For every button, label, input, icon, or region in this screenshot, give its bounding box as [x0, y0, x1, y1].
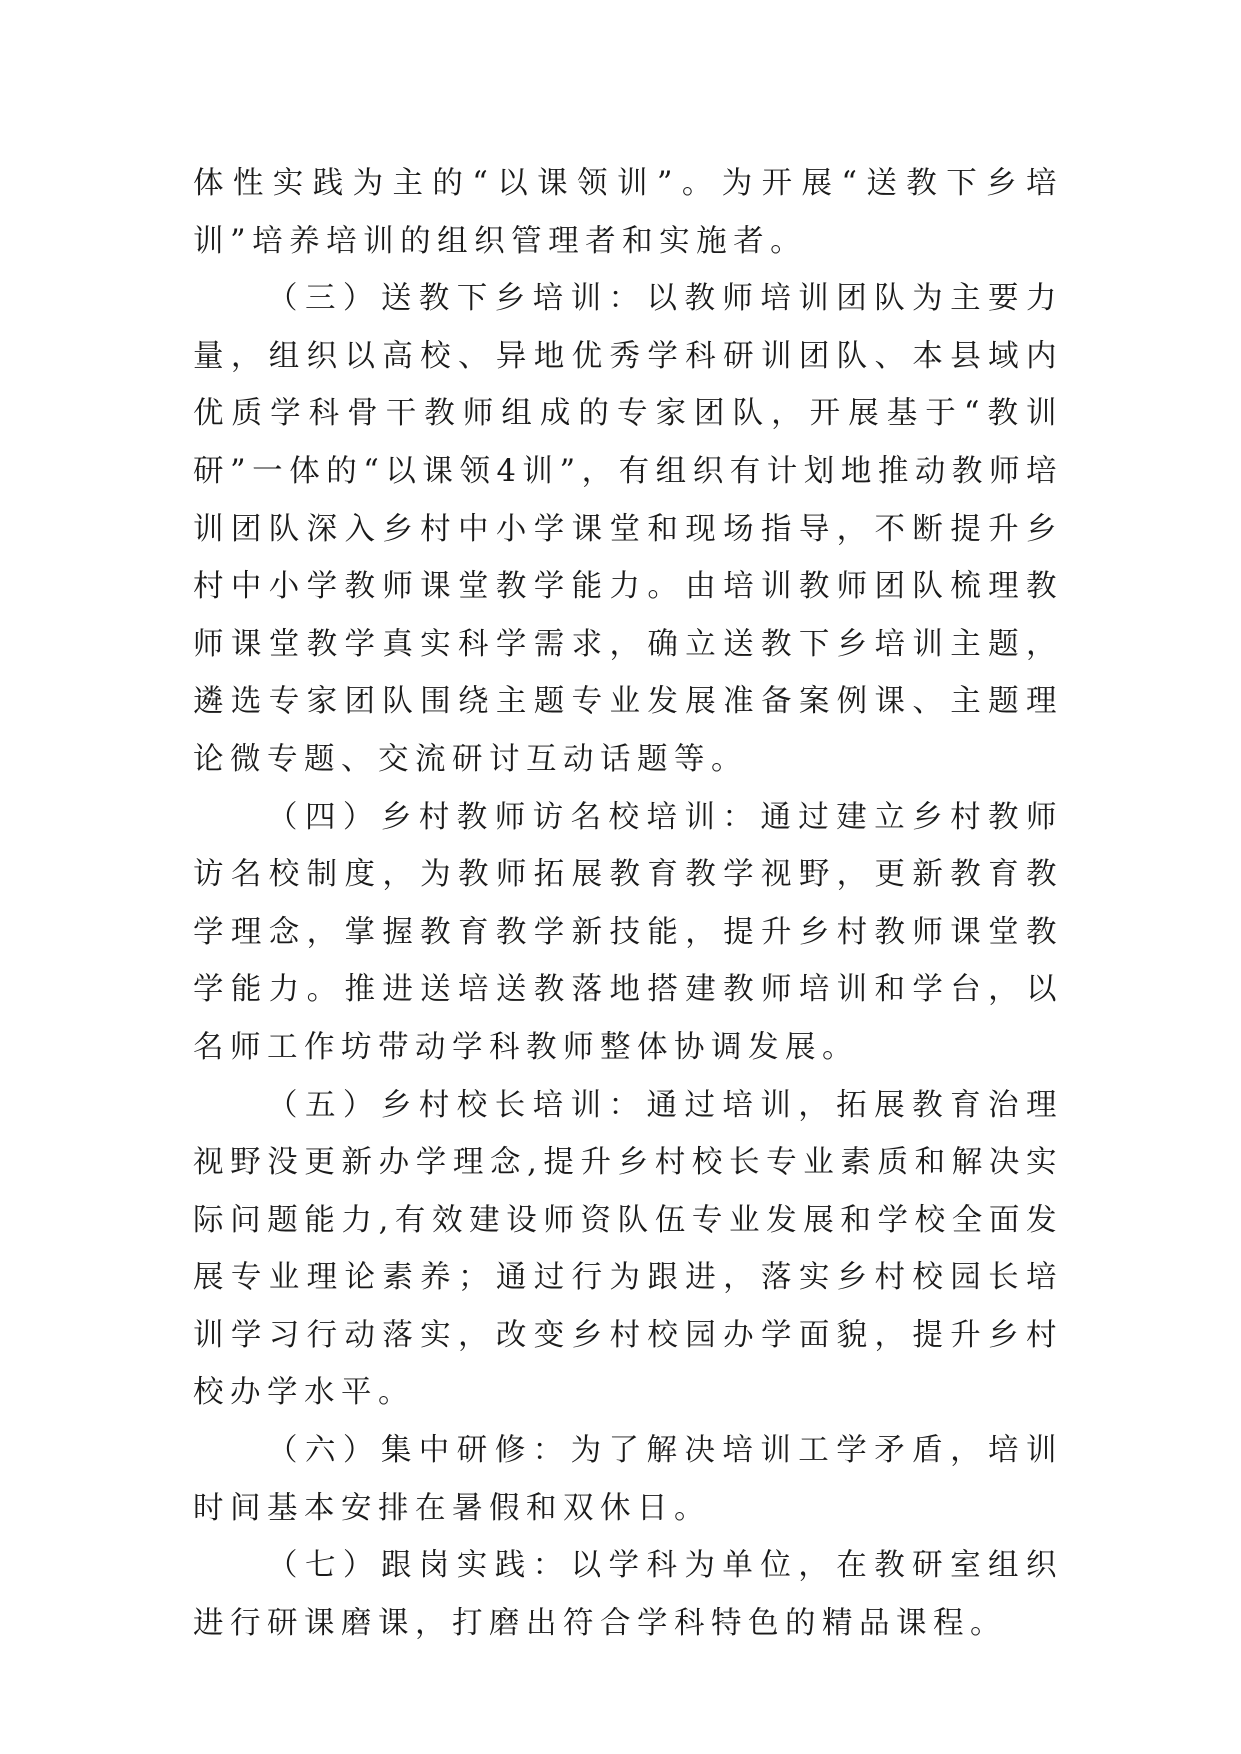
document-body: [193, 155, 1063, 1652]
paragraph-section-4: （四）乡村教师访名校培训：通过建立乡村教师访名校制度，为教师拓展教育教学视野，更新教育教学理念，掌握教育教学新技能，提升乡村教师课堂教学能力。推进送培送教落地搭建教师培训和学台，以名师工作坊带动学科教师整体协调发展。: [193, 799, 1063, 1065]
paragraph-section-5: （五）乡村校长培训：通过培训，拓展教育治理视野没更新办学理念,提升乡村校长专业素质和解决实际问题能力,有效建设师资队伍专业发展和学校全面发展专业理论素养；通过行为跟进，落实乡村校园长培训学习行动落实，改变乡村校园办学面貌，提升乡村校办学水平。: [193, 1087, 1063, 1411]
paragraph-section-7: （七）跟岗实践：以学科为单位，在教研室组织进行研课磨课，打磨出符合学科特色的精品课程。: [193, 1548, 1063, 1641]
paragraph-continuation: 体性实践为主的“以课领训”。为开展“送教下乡培训”培养培训的组织管理者和实施者。: [193, 166, 1063, 259]
paragraph-section-6: （六）集中研修：为了解决培训工学矛盾，培训时间基本安排在暑假和双休日。: [193, 1433, 1063, 1526]
paragraph-section-3: （三）送教下乡培训：以教师培训团队为主要力量，组织以高校、异地优秀学科研训团队、本县域内优质学科骨干教师组成的专家团队，开展基于“教训研”一体的“以课领4训”，有组织有计划地推动教师培训团队深入乡村中小学课堂和现场指导，不断提升乡村中小学教师课堂教学能力。由培训教师团队梳理教师课堂教学真实科学需求，确立送教下乡培训主题，遴选专家团队围绕主题专业发展准备案例课、主题理论微专题、交流研讨互动话题等。: [193, 281, 1063, 777]
